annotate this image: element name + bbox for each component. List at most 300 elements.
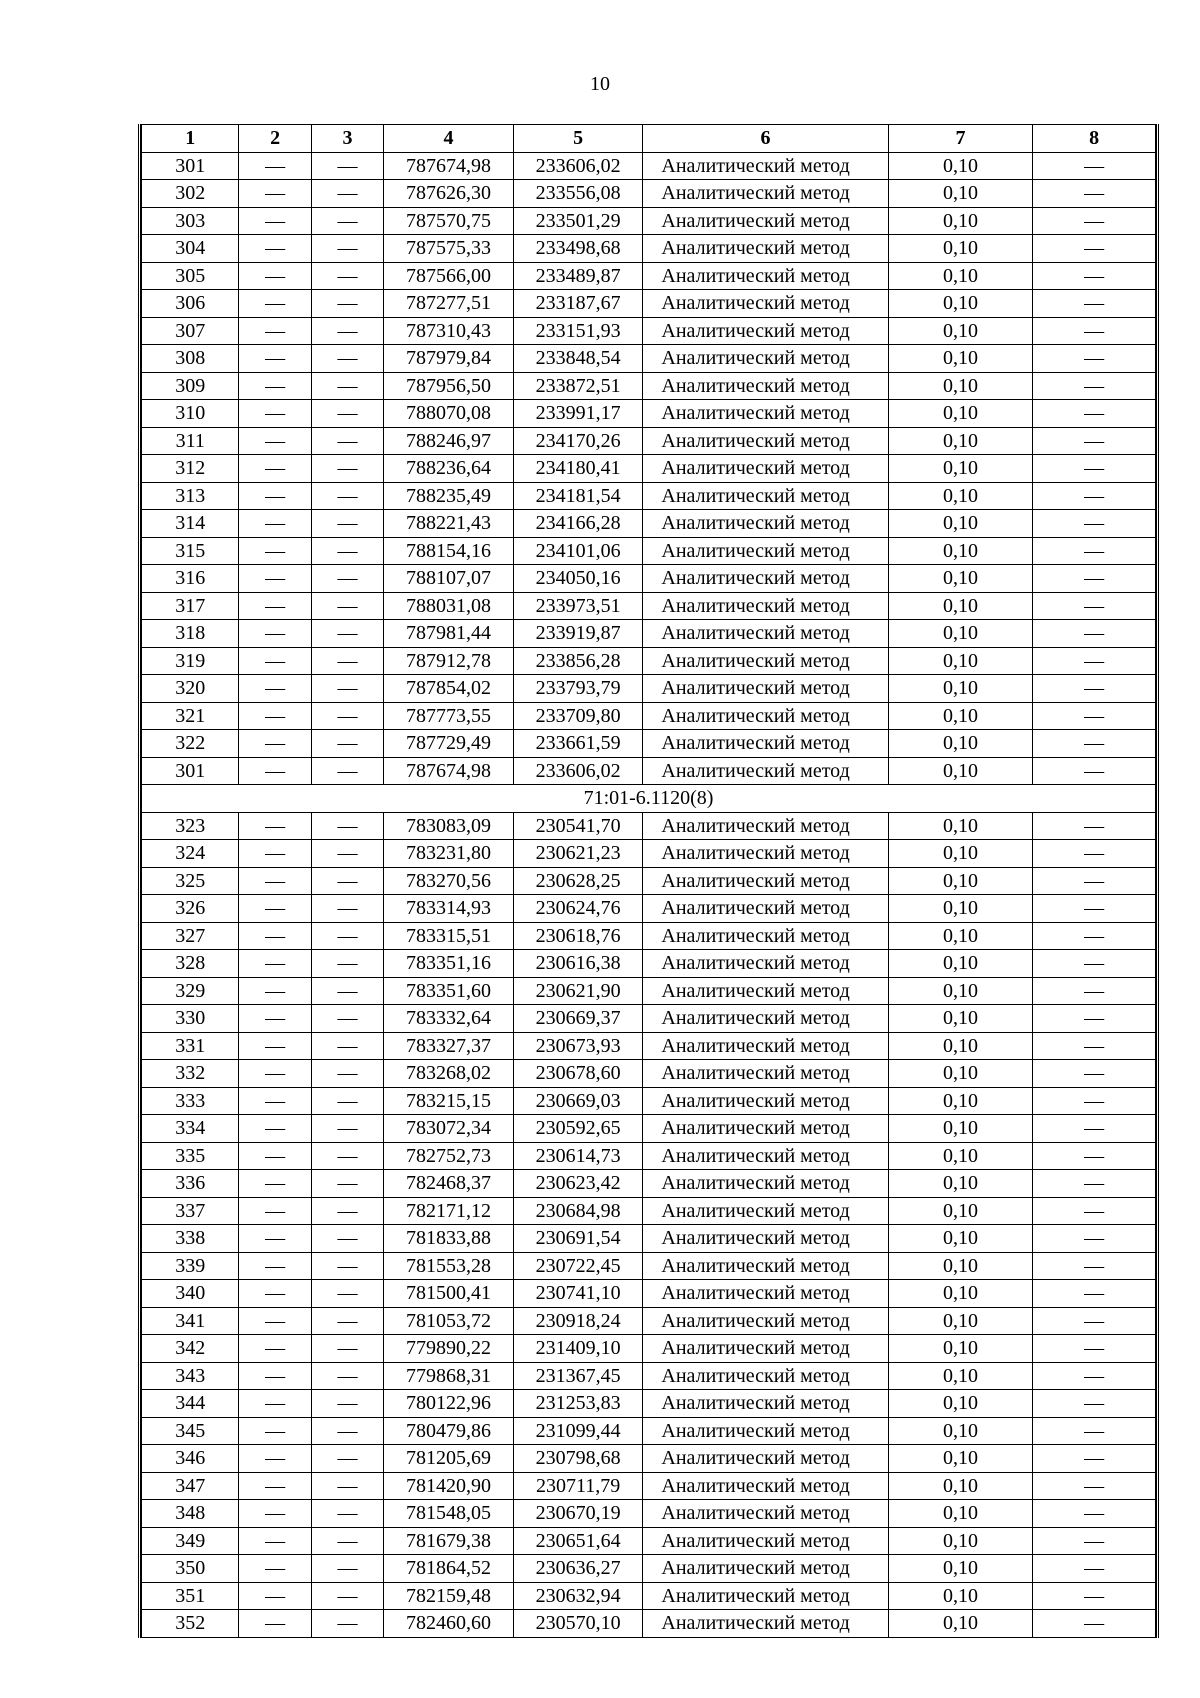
x-coordinate-cell: 781205,69 bbox=[384, 1445, 514, 1473]
y-coordinate-cell: 231367,45 bbox=[513, 1362, 643, 1390]
point-number-cell: 338 bbox=[142, 1225, 239, 1253]
point-number-cell: 317 bbox=[142, 592, 239, 620]
method-cell: Аналитический метод bbox=[643, 757, 888, 785]
method-cell: Аналитический метод bbox=[643, 1197, 888, 1225]
x-coordinate-cell: 781553,28 bbox=[384, 1252, 514, 1280]
col3-cell: — bbox=[311, 290, 383, 318]
table-row bbox=[142, 702, 1156, 730]
point-number-cell: 349 bbox=[142, 1527, 239, 1555]
col3-cell: — bbox=[311, 1445, 383, 1473]
col3-cell: — bbox=[311, 1005, 383, 1033]
table-row bbox=[142, 1390, 1156, 1418]
point-number-cell: 304 bbox=[142, 235, 239, 263]
table-row bbox=[142, 152, 1156, 180]
col3-cell: — bbox=[311, 1060, 383, 1088]
point-number-cell: 305 bbox=[142, 262, 239, 290]
precision-cell: 0,10 bbox=[888, 1555, 1033, 1583]
y-coordinate-cell: 230669,03 bbox=[513, 1087, 643, 1115]
y-coordinate-cell: 230673,93 bbox=[513, 1032, 643, 1060]
col2-cell: — bbox=[239, 1390, 311, 1418]
y-coordinate-cell: 230570,10 bbox=[513, 1610, 643, 1638]
col8-cell: — bbox=[1033, 400, 1156, 428]
col2-cell: — bbox=[239, 1060, 311, 1088]
col2-cell: — bbox=[239, 1555, 311, 1583]
precision-cell: 0,10 bbox=[888, 207, 1033, 235]
col8-cell: — bbox=[1033, 427, 1156, 455]
col8-cell: — bbox=[1033, 895, 1156, 923]
col8-cell: — bbox=[1033, 372, 1156, 400]
point-number-cell: 307 bbox=[142, 317, 239, 345]
x-coordinate-cell: 781500,41 bbox=[384, 1280, 514, 1308]
precision-cell: 0,10 bbox=[888, 1005, 1033, 1033]
col2-cell: — bbox=[239, 235, 311, 263]
precision-cell: 0,10 bbox=[888, 1445, 1033, 1473]
col8-cell: — bbox=[1033, 1610, 1156, 1638]
col8-cell: — bbox=[1033, 840, 1156, 868]
col8-cell: — bbox=[1033, 1060, 1156, 1088]
col8-cell: — bbox=[1033, 345, 1156, 373]
y-coordinate-cell: 230592,65 bbox=[513, 1115, 643, 1143]
y-coordinate-cell: 233848,54 bbox=[513, 345, 643, 373]
col3-cell: — bbox=[311, 675, 383, 703]
y-coordinate-cell: 230670,19 bbox=[513, 1500, 643, 1528]
method-cell: Аналитический метод bbox=[643, 400, 888, 428]
point-number-cell: 306 bbox=[142, 290, 239, 318]
precision-cell: 0,10 bbox=[888, 1390, 1033, 1418]
col2-cell: — bbox=[239, 345, 311, 373]
col3-cell: — bbox=[311, 1280, 383, 1308]
col8-cell: — bbox=[1033, 647, 1156, 675]
x-coordinate-cell: 787674,98 bbox=[384, 152, 514, 180]
point-number-cell: 318 bbox=[142, 620, 239, 648]
col3-cell: — bbox=[311, 317, 383, 345]
col3-cell: — bbox=[311, 757, 383, 785]
point-number-cell: 301 bbox=[142, 757, 239, 785]
x-coordinate-cell: 783327,37 bbox=[384, 1032, 514, 1060]
x-coordinate-cell: 782468,37 bbox=[384, 1170, 514, 1198]
y-coordinate-cell: 233991,17 bbox=[513, 400, 643, 428]
col8-cell: — bbox=[1033, 1307, 1156, 1335]
x-coordinate-cell: 779868,31 bbox=[384, 1362, 514, 1390]
point-number-cell: 347 bbox=[142, 1472, 239, 1500]
precision-cell: 0,10 bbox=[888, 647, 1033, 675]
point-number-cell: 346 bbox=[142, 1445, 239, 1473]
table-row bbox=[142, 207, 1156, 235]
y-coordinate-cell: 230651,64 bbox=[513, 1527, 643, 1555]
x-coordinate-cell: 781053,72 bbox=[384, 1307, 514, 1335]
col2-cell: — bbox=[239, 1032, 311, 1060]
table-row bbox=[142, 1500, 1156, 1528]
col3-cell: — bbox=[311, 1610, 383, 1638]
col8-cell: — bbox=[1033, 1005, 1156, 1033]
method-cell: Аналитический метод bbox=[643, 1170, 888, 1198]
y-coordinate-cell: 233919,87 bbox=[513, 620, 643, 648]
col8-cell: — bbox=[1033, 977, 1156, 1005]
x-coordinate-cell: 787979,84 bbox=[384, 345, 514, 373]
y-coordinate-cell: 233973,51 bbox=[513, 592, 643, 620]
section-row bbox=[142, 785, 1156, 813]
point-number-cell: 322 bbox=[142, 730, 239, 758]
method-cell: Аналитический метод bbox=[643, 1417, 888, 1445]
precision-cell: 0,10 bbox=[888, 1500, 1033, 1528]
method-cell: Аналитический метод bbox=[643, 840, 888, 868]
col2-cell: — bbox=[239, 977, 311, 1005]
y-coordinate-cell: 233709,80 bbox=[513, 702, 643, 730]
col2-cell: — bbox=[239, 675, 311, 703]
col8-cell: — bbox=[1033, 455, 1156, 483]
col3-cell: — bbox=[311, 1335, 383, 1363]
col3-cell: — bbox=[311, 1555, 383, 1583]
table-row bbox=[142, 1060, 1156, 1088]
precision-cell: 0,10 bbox=[888, 1032, 1033, 1060]
method-cell: Аналитический метод bbox=[643, 1362, 888, 1390]
precision-cell: 0,10 bbox=[888, 977, 1033, 1005]
method-cell: Аналитический метод bbox=[643, 1005, 888, 1033]
point-number-cell: 336 bbox=[142, 1170, 239, 1198]
precision-cell: 0,10 bbox=[888, 1527, 1033, 1555]
x-coordinate-cell: 781548,05 bbox=[384, 1500, 514, 1528]
col8-cell: — bbox=[1033, 317, 1156, 345]
point-number-cell: 339 bbox=[142, 1252, 239, 1280]
col2-cell: — bbox=[239, 757, 311, 785]
precision-cell: 0,10 bbox=[888, 482, 1033, 510]
y-coordinate-cell: 230722,45 bbox=[513, 1252, 643, 1280]
col8-cell: — bbox=[1033, 1115, 1156, 1143]
col2-cell: — bbox=[239, 620, 311, 648]
col2-cell: — bbox=[239, 1197, 311, 1225]
col2-cell: — bbox=[239, 840, 311, 868]
table-row bbox=[142, 482, 1156, 510]
point-number-cell: 314 bbox=[142, 510, 239, 538]
col3-cell: — bbox=[311, 262, 383, 290]
table-row bbox=[142, 1032, 1156, 1060]
method-cell: Аналитический метод bbox=[643, 950, 888, 978]
col3-cell: — bbox=[311, 1197, 383, 1225]
table-row bbox=[142, 1115, 1156, 1143]
precision-cell: 0,10 bbox=[888, 1280, 1033, 1308]
col8-cell: — bbox=[1033, 1142, 1156, 1170]
precision-cell: 0,10 bbox=[888, 1362, 1033, 1390]
x-coordinate-cell: 780479,86 bbox=[384, 1417, 514, 1445]
y-coordinate-cell: 230918,24 bbox=[513, 1307, 643, 1335]
table-row bbox=[142, 757, 1156, 785]
col2-cell: — bbox=[239, 730, 311, 758]
method-cell: Аналитический метод bbox=[643, 867, 888, 895]
precision-cell: 0,10 bbox=[888, 1197, 1033, 1225]
col8-cell: — bbox=[1033, 1280, 1156, 1308]
col8-cell: — bbox=[1033, 1417, 1156, 1445]
col3-cell: — bbox=[311, 647, 383, 675]
y-coordinate-cell: 230798,68 bbox=[513, 1445, 643, 1473]
col2-cell: — bbox=[239, 1500, 311, 1528]
point-number-cell: 311 bbox=[142, 427, 239, 455]
point-number-cell: 323 bbox=[142, 812, 239, 840]
point-number-cell: 327 bbox=[142, 922, 239, 950]
x-coordinate-cell: 787566,00 bbox=[384, 262, 514, 290]
x-coordinate-cell: 787773,55 bbox=[384, 702, 514, 730]
precision-cell: 0,10 bbox=[888, 180, 1033, 208]
table-row bbox=[142, 1252, 1156, 1280]
point-number-cell: 310 bbox=[142, 400, 239, 428]
method-cell: Аналитический метод bbox=[643, 1225, 888, 1253]
col8-cell: — bbox=[1033, 1555, 1156, 1583]
y-coordinate-cell: 234180,41 bbox=[513, 455, 643, 483]
col3-cell: — bbox=[311, 427, 383, 455]
point-number-cell: 308 bbox=[142, 345, 239, 373]
col3-cell: — bbox=[311, 922, 383, 950]
precision-cell: 0,10 bbox=[888, 317, 1033, 345]
point-number-cell: 316 bbox=[142, 565, 239, 593]
col8-cell: — bbox=[1033, 1252, 1156, 1280]
point-number-cell: 350 bbox=[142, 1555, 239, 1583]
y-coordinate-cell: 233793,79 bbox=[513, 675, 643, 703]
y-coordinate-cell: 234170,26 bbox=[513, 427, 643, 455]
x-coordinate-cell: 783215,15 bbox=[384, 1087, 514, 1115]
table-row bbox=[142, 400, 1156, 428]
y-coordinate-cell: 230541,70 bbox=[513, 812, 643, 840]
point-number-cell: 345 bbox=[142, 1417, 239, 1445]
table-row bbox=[142, 977, 1156, 1005]
method-cell: Аналитический метод bbox=[643, 1142, 888, 1170]
precision-cell: 0,10 bbox=[888, 730, 1033, 758]
col2-cell: — bbox=[239, 647, 311, 675]
point-number-cell: 313 bbox=[142, 482, 239, 510]
column-header: 7 bbox=[888, 125, 1033, 153]
column-header: 2 bbox=[239, 125, 311, 153]
col2-cell: — bbox=[239, 400, 311, 428]
x-coordinate-cell: 783270,56 bbox=[384, 867, 514, 895]
col2-cell: — bbox=[239, 1307, 311, 1335]
precision-cell: 0,10 bbox=[888, 565, 1033, 593]
col2-cell: — bbox=[239, 1280, 311, 1308]
col3-cell: — bbox=[311, 235, 383, 263]
col8-cell: — bbox=[1033, 207, 1156, 235]
point-number-cell: 329 bbox=[142, 977, 239, 1005]
point-number-cell: 302 bbox=[142, 180, 239, 208]
x-coordinate-cell: 783083,09 bbox=[384, 812, 514, 840]
table-row bbox=[142, 317, 1156, 345]
col2-cell: — bbox=[239, 1445, 311, 1473]
y-coordinate-cell: 230632,94 bbox=[513, 1582, 643, 1610]
table-row bbox=[142, 1225, 1156, 1253]
col3-cell: — bbox=[311, 345, 383, 373]
table-row bbox=[142, 1610, 1156, 1638]
method-cell: Аналитический метод bbox=[643, 372, 888, 400]
method-cell: Аналитический метод bbox=[643, 1390, 888, 1418]
x-coordinate-cell: 781679,38 bbox=[384, 1527, 514, 1555]
col8-cell: — bbox=[1033, 290, 1156, 318]
table-row bbox=[142, 565, 1156, 593]
method-cell: Аналитический метод bbox=[643, 812, 888, 840]
y-coordinate-cell: 231253,83 bbox=[513, 1390, 643, 1418]
precision-cell: 0,10 bbox=[888, 867, 1033, 895]
col3-cell: — bbox=[311, 1142, 383, 1170]
y-coordinate-cell: 230614,73 bbox=[513, 1142, 643, 1170]
col8-cell: — bbox=[1033, 1032, 1156, 1060]
y-coordinate-cell: 234050,16 bbox=[513, 565, 643, 593]
col2-cell: — bbox=[239, 207, 311, 235]
x-coordinate-cell: 779890,22 bbox=[384, 1335, 514, 1363]
method-cell: Аналитический метод bbox=[643, 455, 888, 483]
y-coordinate-cell: 230684,98 bbox=[513, 1197, 643, 1225]
table-row bbox=[142, 262, 1156, 290]
col8-cell: — bbox=[1033, 757, 1156, 785]
table-row bbox=[142, 180, 1156, 208]
col2-cell: — bbox=[239, 1610, 311, 1638]
col3-cell: — bbox=[311, 565, 383, 593]
x-coordinate-cell: 787981,44 bbox=[384, 620, 514, 648]
precision-cell: 0,10 bbox=[888, 400, 1033, 428]
y-coordinate-cell: 230628,25 bbox=[513, 867, 643, 895]
precision-cell: 0,10 bbox=[888, 757, 1033, 785]
precision-cell: 0,10 bbox=[888, 922, 1033, 950]
precision-cell: 0,10 bbox=[888, 1335, 1033, 1363]
method-cell: Аналитический метод bbox=[643, 1555, 888, 1583]
table-row bbox=[142, 345, 1156, 373]
table-row bbox=[142, 537, 1156, 565]
method-cell: Аналитический метод bbox=[643, 1335, 888, 1363]
col2-cell: — bbox=[239, 1417, 311, 1445]
col8-cell: — bbox=[1033, 730, 1156, 758]
precision-cell: 0,10 bbox=[888, 537, 1033, 565]
x-coordinate-cell: 783351,16 bbox=[384, 950, 514, 978]
col3-cell: — bbox=[311, 1115, 383, 1143]
x-coordinate-cell: 783314,93 bbox=[384, 895, 514, 923]
x-coordinate-cell: 788070,08 bbox=[384, 400, 514, 428]
method-cell: Аналитический метод bbox=[643, 922, 888, 950]
precision-cell: 0,10 bbox=[888, 840, 1033, 868]
y-coordinate-cell: 233501,29 bbox=[513, 207, 643, 235]
col2-cell: — bbox=[239, 895, 311, 923]
col2-cell: — bbox=[239, 1527, 311, 1555]
col8-cell: — bbox=[1033, 180, 1156, 208]
col2-cell: — bbox=[239, 180, 311, 208]
col8-cell: — bbox=[1033, 950, 1156, 978]
x-coordinate-cell: 787570,75 bbox=[384, 207, 514, 235]
col2-cell: — bbox=[239, 1225, 311, 1253]
x-coordinate-cell: 787626,30 bbox=[384, 180, 514, 208]
y-coordinate-cell: 233498,68 bbox=[513, 235, 643, 263]
x-coordinate-cell: 781833,88 bbox=[384, 1225, 514, 1253]
col8-cell: — bbox=[1033, 702, 1156, 730]
table-row bbox=[142, 1417, 1156, 1445]
precision-cell: 0,10 bbox=[888, 1472, 1033, 1500]
y-coordinate-cell: 234101,06 bbox=[513, 537, 643, 565]
y-coordinate-cell: 230741,10 bbox=[513, 1280, 643, 1308]
x-coordinate-cell: 788107,07 bbox=[384, 565, 514, 593]
y-coordinate-cell: 231099,44 bbox=[513, 1417, 643, 1445]
col3-cell: — bbox=[311, 620, 383, 648]
method-cell: Аналитический метод bbox=[643, 730, 888, 758]
y-coordinate-cell: 231409,10 bbox=[513, 1335, 643, 1363]
x-coordinate-cell: 787854,02 bbox=[384, 675, 514, 703]
col3-cell: — bbox=[311, 400, 383, 428]
point-number-cell: 312 bbox=[142, 455, 239, 483]
table-row bbox=[142, 1445, 1156, 1473]
table-row bbox=[142, 1197, 1156, 1225]
y-coordinate-cell: 230621,23 bbox=[513, 840, 643, 868]
x-coordinate-cell: 783315,51 bbox=[384, 922, 514, 950]
col3-cell: — bbox=[311, 1500, 383, 1528]
x-coordinate-cell: 788235,49 bbox=[384, 482, 514, 510]
col8-cell: — bbox=[1033, 1582, 1156, 1610]
precision-cell: 0,10 bbox=[888, 510, 1033, 538]
x-coordinate-cell: 782159,48 bbox=[384, 1582, 514, 1610]
col8-cell: — bbox=[1033, 537, 1156, 565]
point-number-cell: 344 bbox=[142, 1390, 239, 1418]
col8-cell: — bbox=[1033, 1170, 1156, 1198]
y-coordinate-cell: 233606,02 bbox=[513, 757, 643, 785]
precision-cell: 0,10 bbox=[888, 1307, 1033, 1335]
col2-cell: — bbox=[239, 1087, 311, 1115]
y-coordinate-cell: 234181,54 bbox=[513, 482, 643, 510]
method-cell: Аналитический метод bbox=[643, 1500, 888, 1528]
x-coordinate-cell: 782752,73 bbox=[384, 1142, 514, 1170]
col8-cell: — bbox=[1033, 675, 1156, 703]
col8-cell: — bbox=[1033, 482, 1156, 510]
point-number-cell: 348 bbox=[142, 1500, 239, 1528]
col3-cell: — bbox=[311, 702, 383, 730]
col8-cell: — bbox=[1033, 262, 1156, 290]
method-cell: Аналитический метод bbox=[643, 1582, 888, 1610]
col2-cell: — bbox=[239, 537, 311, 565]
table-row bbox=[142, 620, 1156, 648]
col2-cell: — bbox=[239, 1115, 311, 1143]
x-coordinate-cell: 788031,08 bbox=[384, 592, 514, 620]
col8-cell: — bbox=[1033, 812, 1156, 840]
col2-cell: — bbox=[239, 1252, 311, 1280]
col3-cell: — bbox=[311, 372, 383, 400]
point-number-cell: 319 bbox=[142, 647, 239, 675]
col8-cell: — bbox=[1033, 1362, 1156, 1390]
precision-cell: 0,10 bbox=[888, 262, 1033, 290]
precision-cell: 0,10 bbox=[888, 675, 1033, 703]
page-number: 10 bbox=[590, 73, 610, 95]
x-coordinate-cell: 788236,64 bbox=[384, 455, 514, 483]
point-number-cell: 301 bbox=[142, 152, 239, 180]
point-number-cell: 324 bbox=[142, 840, 239, 868]
point-number-cell: 335 bbox=[142, 1142, 239, 1170]
precision-cell: 0,10 bbox=[888, 1060, 1033, 1088]
col3-cell: — bbox=[311, 1170, 383, 1198]
x-coordinate-cell: 781864,52 bbox=[384, 1555, 514, 1583]
col3-cell: — bbox=[311, 537, 383, 565]
table-row bbox=[142, 510, 1156, 538]
col8-cell: — bbox=[1033, 592, 1156, 620]
col3-cell: — bbox=[311, 1527, 383, 1555]
y-coordinate-cell: 233556,08 bbox=[513, 180, 643, 208]
col3-cell: — bbox=[311, 1417, 383, 1445]
col3-cell: — bbox=[311, 812, 383, 840]
y-coordinate-cell: 234166,28 bbox=[513, 510, 643, 538]
col3-cell: — bbox=[311, 840, 383, 868]
point-number-cell: 332 bbox=[142, 1060, 239, 1088]
col8-cell: — bbox=[1033, 1472, 1156, 1500]
point-number-cell: 334 bbox=[142, 1115, 239, 1143]
col3-cell: — bbox=[311, 1362, 383, 1390]
x-coordinate-cell: 787575,33 bbox=[384, 235, 514, 263]
table-row bbox=[142, 1472, 1156, 1500]
col8-cell: — bbox=[1033, 1527, 1156, 1555]
precision-cell: 0,10 bbox=[888, 427, 1033, 455]
x-coordinate-cell: 787956,50 bbox=[384, 372, 514, 400]
table-row bbox=[142, 895, 1156, 923]
method-cell: Аналитический метод bbox=[643, 317, 888, 345]
col3-cell: — bbox=[311, 207, 383, 235]
column-header: 6 bbox=[643, 125, 888, 153]
precision-cell: 0,10 bbox=[888, 1087, 1033, 1115]
col3-cell: — bbox=[311, 1307, 383, 1335]
